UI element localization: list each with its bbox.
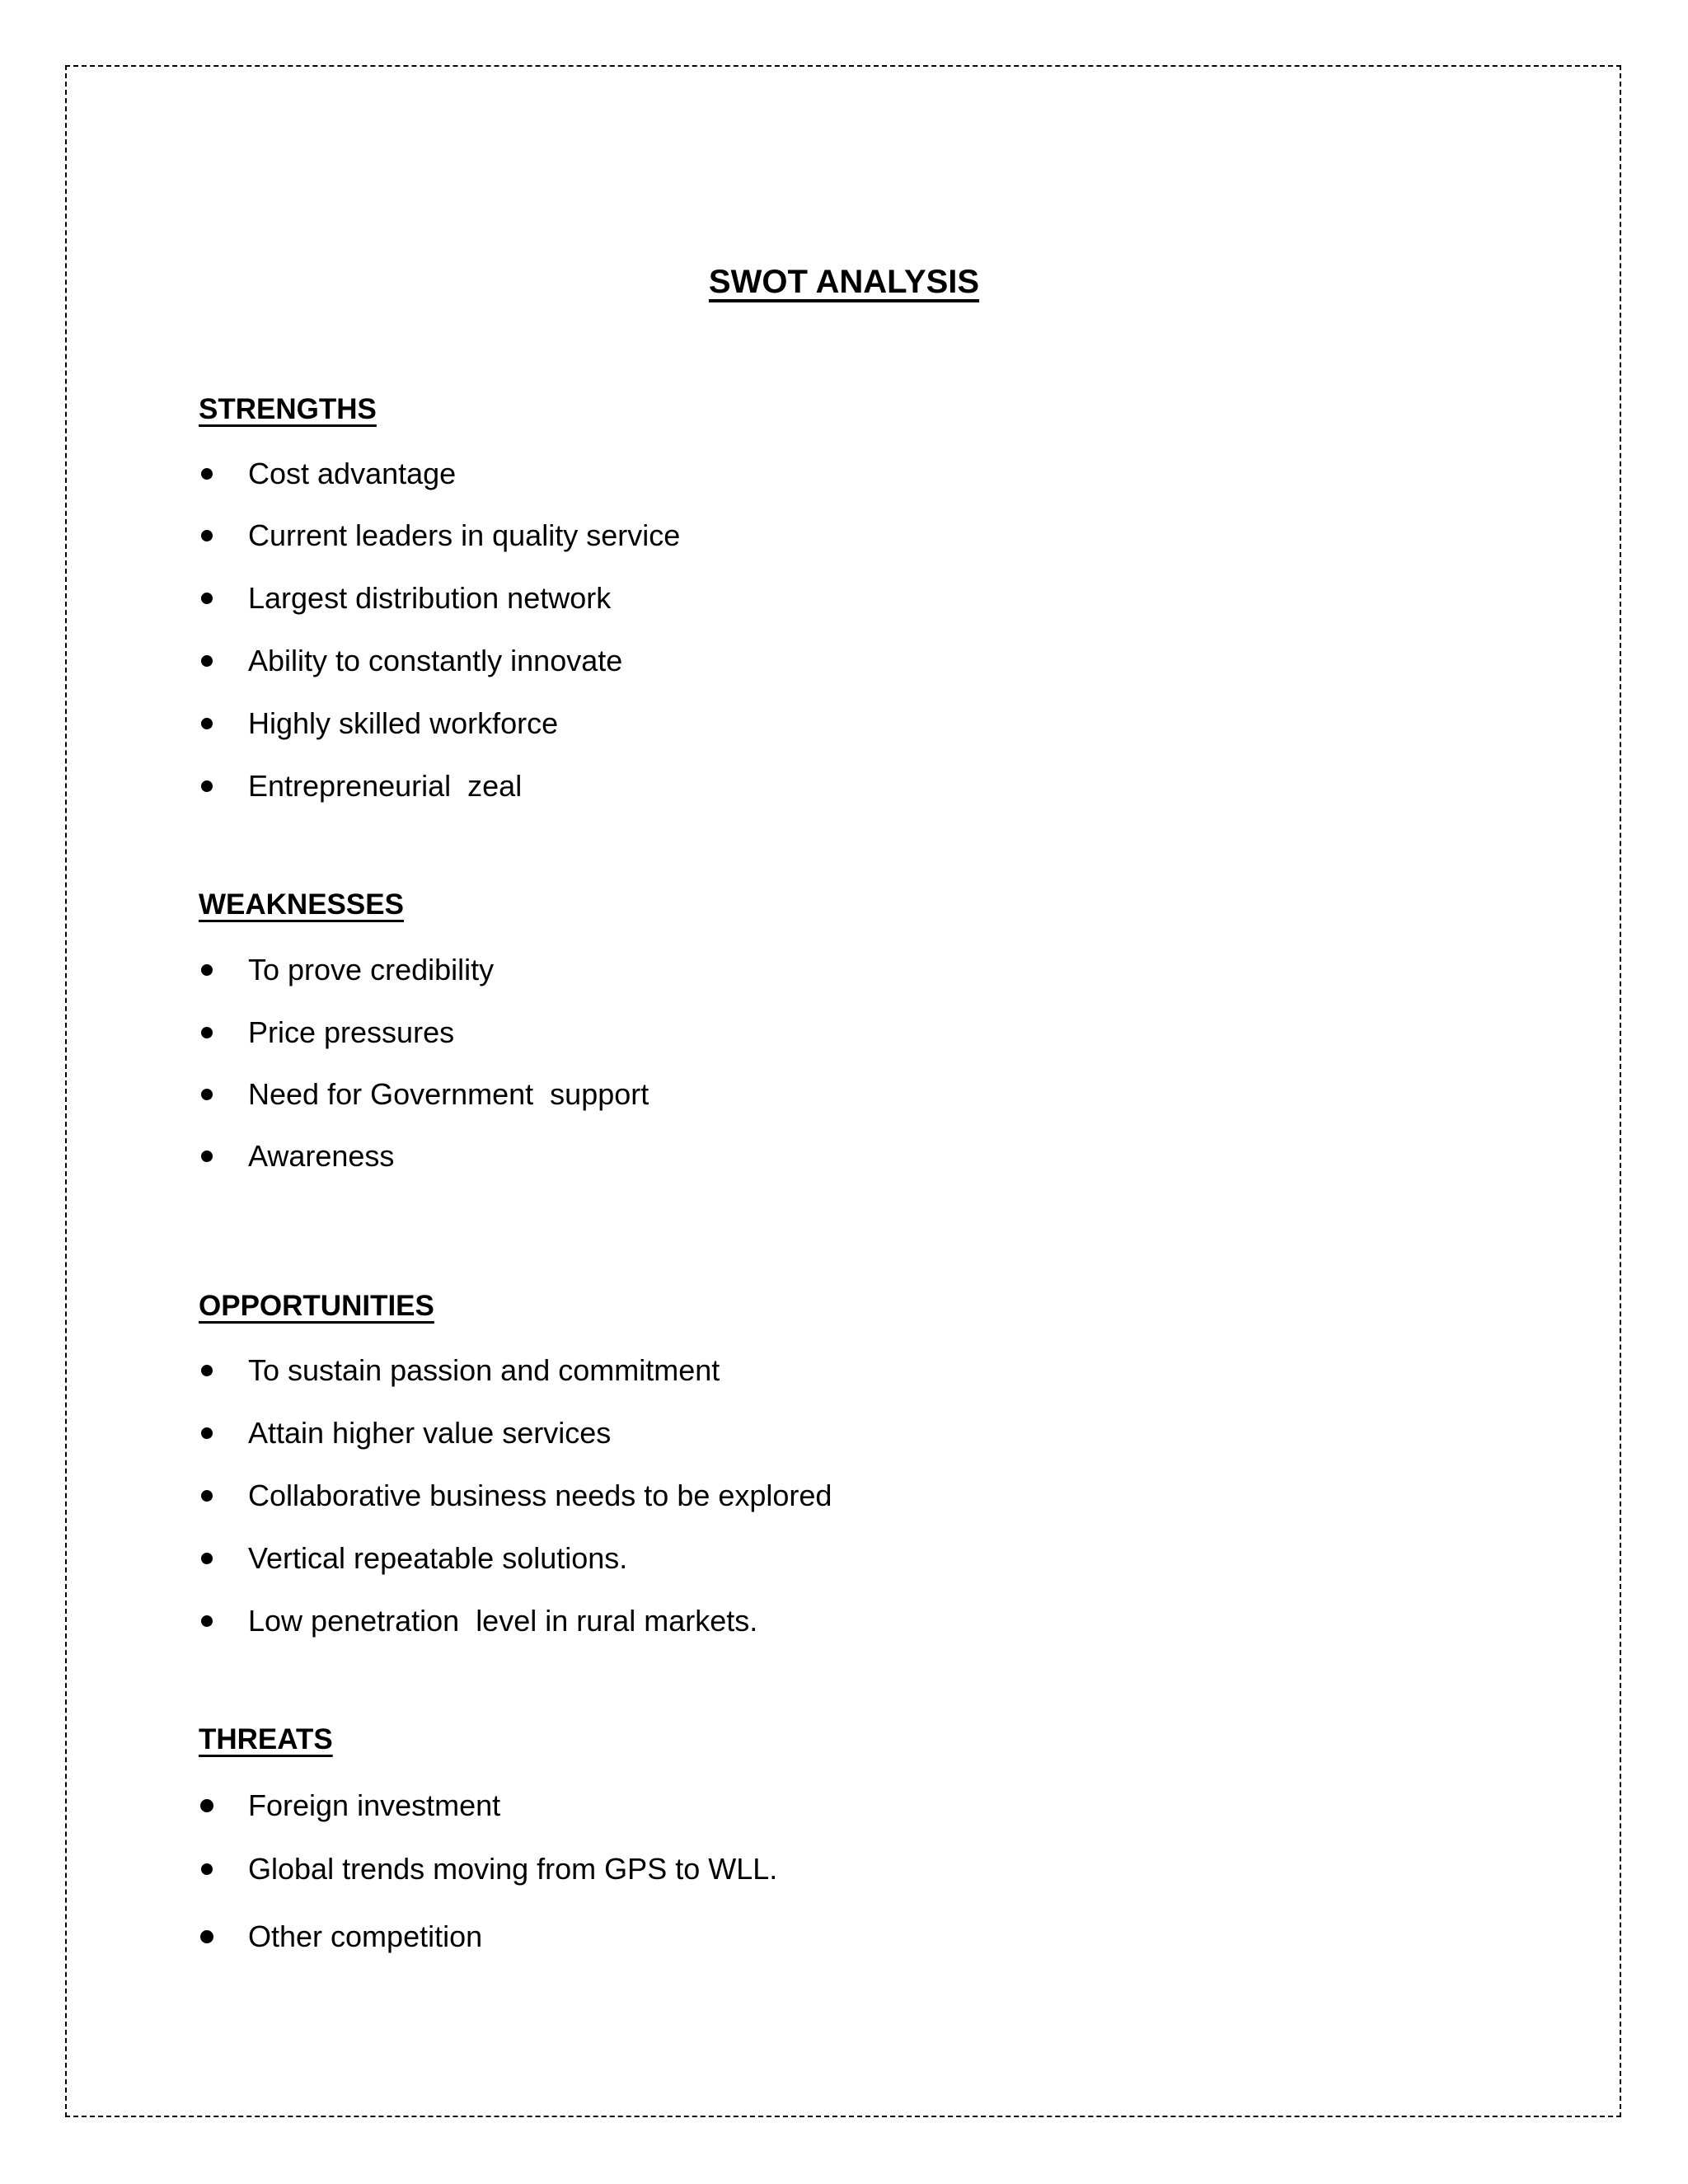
- list-item: Other competition: [199, 1916, 482, 1957]
- list-item: Awareness: [199, 1136, 394, 1177]
- bullet-icon: [200, 1799, 213, 1812]
- list-item: Ability to constantly innovate: [199, 640, 622, 682]
- bullet-icon: [201, 1365, 213, 1376]
- bullet-icon: [201, 718, 213, 729]
- section-heading-threats: THREATS: [199, 1723, 333, 1755]
- list-item: Highly skilled workforce: [199, 703, 558, 744]
- bullet-icon: [201, 530, 213, 541]
- bullet-icon: [201, 655, 213, 667]
- bullet-icon: [201, 593, 213, 604]
- bullet-icon: [201, 1863, 213, 1875]
- list-item: Current leaders in quality service: [199, 515, 680, 556]
- list-item: Entrepreneurial zeal: [199, 766, 522, 807]
- bullet-icon: [201, 1027, 213, 1038]
- bullet-icon: [201, 1151, 213, 1162]
- list-item: Cost advantage: [199, 453, 456, 494]
- page-title: SWOT ANALYSIS: [708, 264, 980, 300]
- bullet-icon: [201, 1553, 213, 1564]
- bullet-icon: [200, 1930, 213, 1943]
- section-heading-strengths: STRENGTHS: [199, 393, 377, 425]
- bullet-icon: [201, 780, 213, 792]
- list-item: Need for Government support: [199, 1074, 649, 1115]
- list-item: Global trends moving from GPS to WLL.: [199, 1849, 777, 1890]
- list-item: Low penetration level in rural markets.: [199, 1601, 757, 1642]
- bullet-icon: [201, 468, 213, 480]
- bullet-icon: [201, 964, 213, 976]
- bullet-icon: [201, 1490, 213, 1502]
- list-item: To sustain passion and commitment: [199, 1350, 720, 1391]
- list-item: Collaborative business needs to be explored: [199, 1475, 832, 1516]
- list-item: Price pressures: [199, 1012, 454, 1053]
- list-item: Foreign investment: [199, 1785, 500, 1826]
- section-heading-weaknesses: WEAKNESSES: [199, 888, 404, 921]
- section-heading-opportunities: OPPORTUNITIES: [199, 1290, 434, 1322]
- list-item: Vertical repeatable solutions.: [199, 1538, 627, 1579]
- list-item: To prove credibility: [199, 949, 494, 991]
- bullet-icon: [201, 1089, 213, 1100]
- bullet-icon: [201, 1615, 213, 1627]
- list-item: Attain higher value services: [199, 1413, 611, 1454]
- list-item: Largest distribution network: [199, 578, 611, 619]
- bullet-icon: [201, 1427, 213, 1439]
